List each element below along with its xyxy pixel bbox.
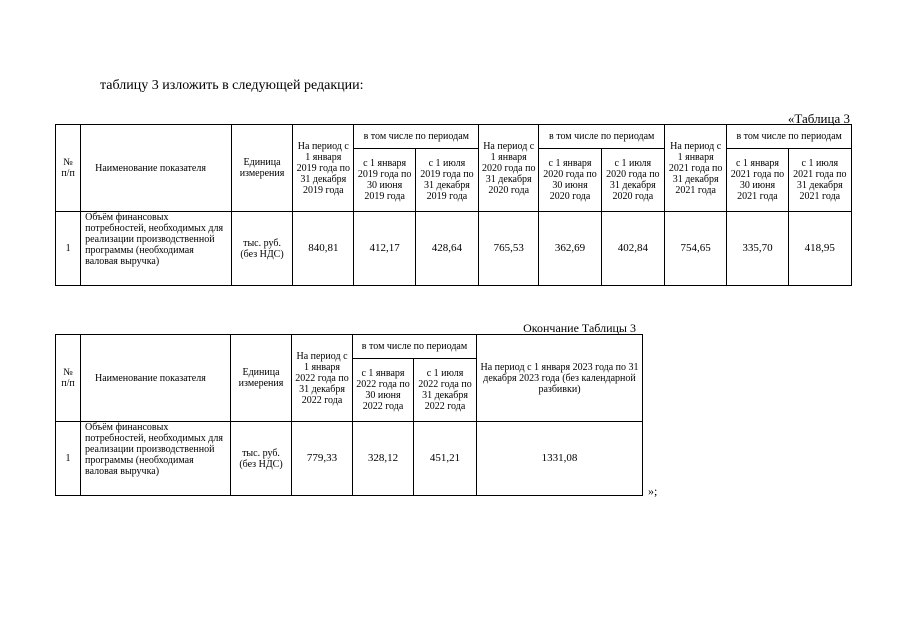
value-2019-h2: 428,64	[415, 212, 478, 286]
value-2020: 765,53	[479, 212, 539, 286]
table2-caption: Окончание Таблицы 3	[523, 321, 636, 335]
value-2020-h1: 362,69	[539, 212, 601, 286]
header-2021-h2: с 1 июля 2021 года по 31 декабря 2021 года	[788, 149, 851, 212]
closing-mark: »;	[648, 484, 658, 498]
value-2020-h2: 402,84	[601, 212, 664, 286]
table1	[55, 124, 852, 286]
header-2020-h1: с 1 января 2020 года по 30 июня 2020 года	[539, 149, 601, 212]
header-unit: Единица измерения	[231, 125, 292, 212]
header-2020-h2: с 1 июля 2020 года по 31 декабря 2020 года	[601, 149, 664, 212]
value-2021-h1: 335,70	[727, 212, 788, 286]
value-2019: 840,81	[293, 212, 354, 286]
row-unit: тыс. руб. (без НДС)	[231, 422, 292, 496]
header-unit: Единица измерения	[231, 335, 292, 422]
header-incl-2021: в том числе по периодам	[727, 125, 852, 149]
value-2021-h2: 418,95	[788, 212, 851, 286]
table1-caption: «Таблица 3	[787, 111, 850, 126]
value-2022-h1: 328,12	[353, 422, 414, 496]
header-incl-2020: в том числе по периодам	[539, 125, 665, 149]
row-num: 1	[56, 422, 81, 496]
header-2021-h1: с 1 января 2021 года по 30 июня 2021 года	[727, 149, 788, 212]
value-2022: 779,33	[292, 422, 353, 496]
header-num: № п/п	[56, 335, 81, 422]
intro-text: таблицу 3 изложить в следующей редакции:	[100, 78, 364, 93]
header-period-2019: На период с 1 января 2019 года по 31 декабря 2019 года	[293, 125, 354, 212]
row-name: Объём финансовых потребностей, необходимых для реализации производственной программы (необходимая валовая выручка)	[81, 422, 231, 496]
header-name: Наименование показателя	[81, 125, 232, 212]
value-2022-h2: 451,21	[414, 422, 477, 496]
row-unit: тыс. руб. (без НДС)	[231, 212, 292, 286]
table1-header-row	[56, 125, 852, 149]
header-2019-h1: с 1 января 2019 года по 30 июня 2019 года	[354, 149, 415, 212]
header-period-2023: На период с 1 января 2023 года по 31 декабря 2023 года (без календарной разбивки)	[477, 335, 643, 422]
table-row	[56, 422, 643, 496]
value-2019-h1: 412,17	[354, 212, 415, 286]
header-period-2020: На период с 1 января 2020 года по 31 декабря 2020 года	[479, 125, 539, 212]
table-row	[56, 212, 852, 286]
row-name: Объём финансовых потребностей, необходимых для реализации производственной программы (необходимая валовая выручка)	[81, 212, 232, 286]
value-2023: 1331,08	[477, 422, 643, 496]
header-2022-h1: с 1 января 2022 года по 30 июня 2022 года	[353, 359, 414, 422]
header-name: Наименование показателя	[81, 335, 231, 422]
header-num: № п/п	[56, 125, 81, 212]
header-incl-2022: в том числе по периодам	[353, 335, 477, 359]
row-num: 1	[56, 212, 81, 286]
header-2022-h2: с 1 июля 2022 года по 31 декабря 2022 года	[414, 359, 477, 422]
table2-header-row	[56, 335, 643, 359]
header-period-2022: На период с 1 января 2022 года по 31 декабря 2022 года	[292, 335, 353, 422]
table2	[55, 334, 643, 496]
header-incl-2019: в том числе по периодам	[354, 125, 479, 149]
header-period-2021: На период с 1 января 2021 года по 31 декабря 2021 года	[665, 125, 727, 212]
value-2021: 754,65	[665, 212, 727, 286]
header-2019-h2: с 1 июля 2019 года по 31 декабря 2019 года	[415, 149, 478, 212]
